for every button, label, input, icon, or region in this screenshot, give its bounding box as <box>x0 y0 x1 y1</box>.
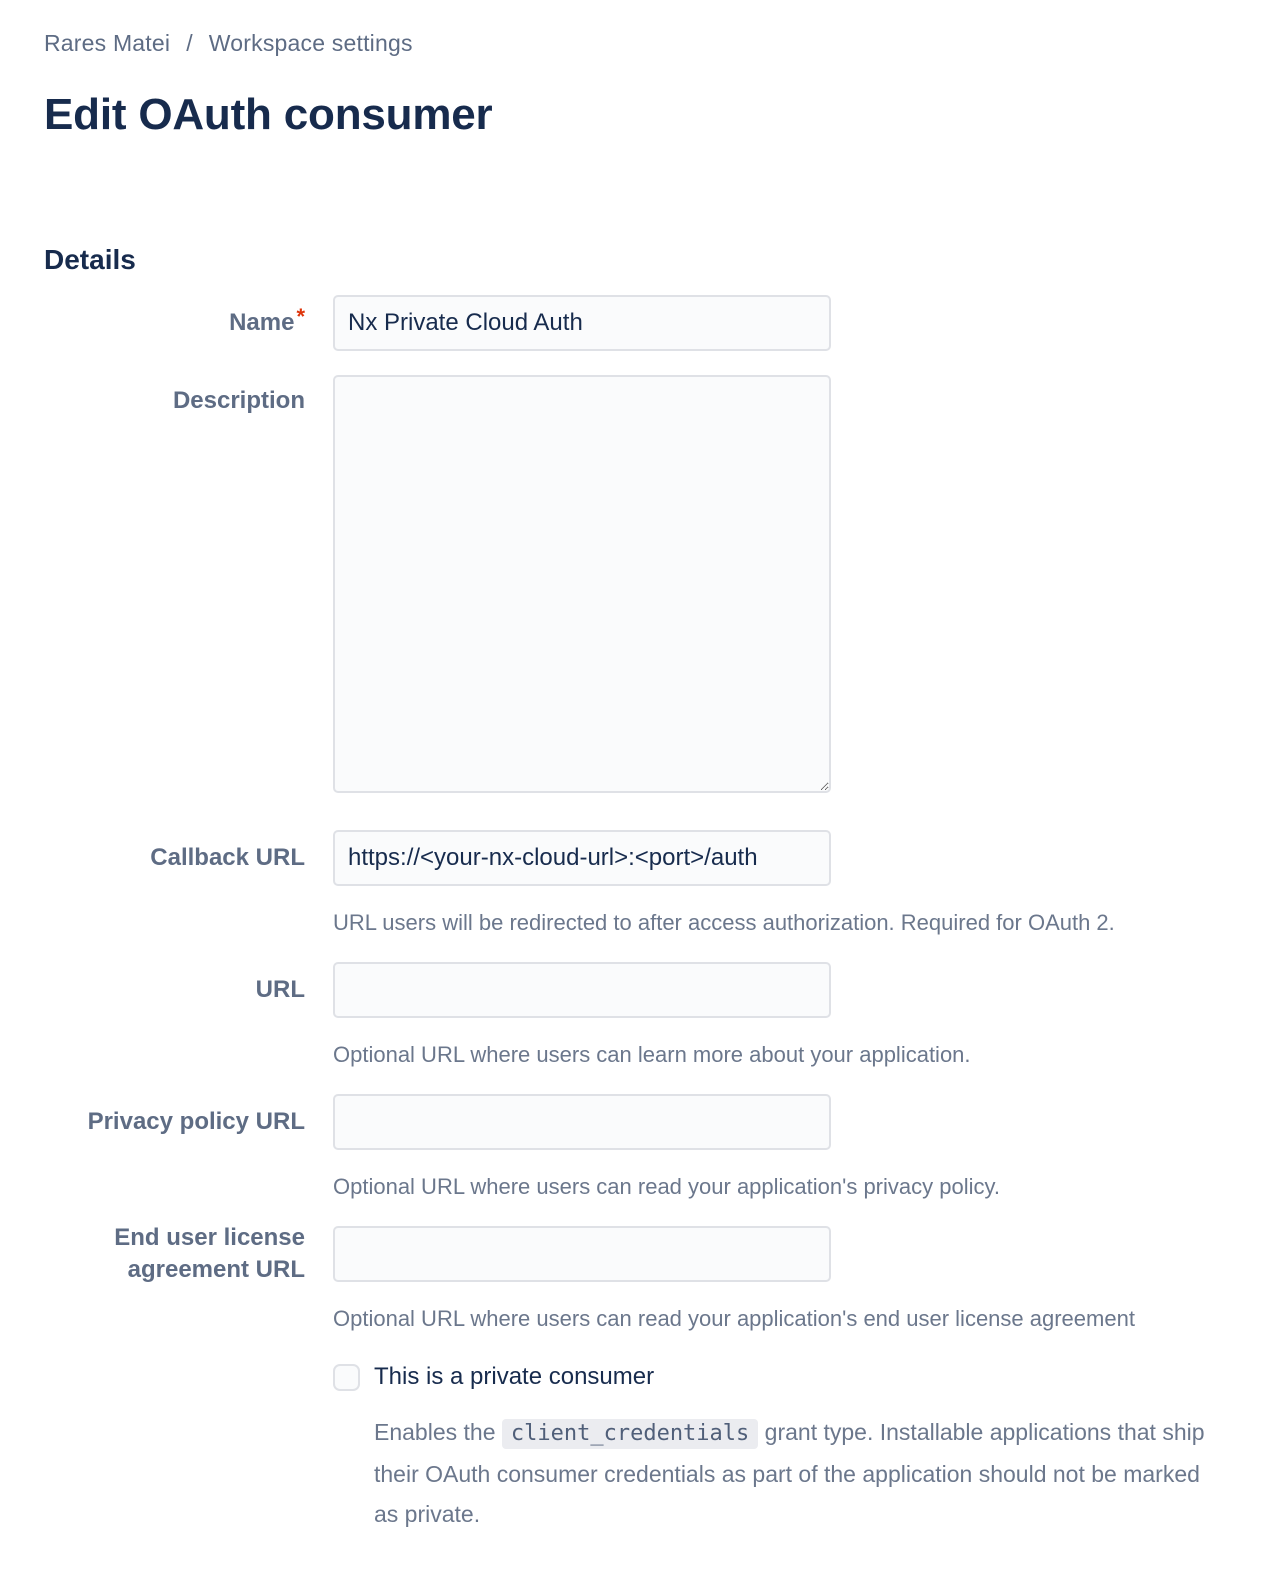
url-input[interactable] <box>333 962 831 1018</box>
eula-url-field-row <box>44 1226 1234 1334</box>
name-input[interactable] <box>333 295 831 351</box>
breadcrumb-workspace-link[interactable]: Rares Matei <box>44 30 171 56</box>
breadcrumb <box>44 30 1234 57</box>
private-consumer-checkbox[interactable] <box>333 1364 360 1391</box>
callback-url-helper: URL users will be redirected to after access authorization. Required for OAuth 2. <box>333 910 1115 935</box>
name-label: Name * <box>44 295 305 351</box>
private-consumer-field-row <box>44 1362 1234 1534</box>
breadcrumb-separator: / <box>186 30 193 56</box>
private-consumer-helper: Enables the client_credentials grant type. Installable applications that ship their OAuth consumer credentials as part of the application should not be marked as private. <box>374 1419 1205 1527</box>
eula-url-helper: Optional URL where users can read your application's end user license agreement <box>333 1306 1135 1331</box>
private-consumer-label[interactable]: This is a private consumer <box>374 1363 655 1390</box>
eula-url-input[interactable] <box>333 1226 831 1282</box>
callback-url-input[interactable] <box>333 830 831 886</box>
page-title: Edit OAuth consumer <box>44 90 493 139</box>
privacy-policy-url-helper: Optional URL where users can read your application's privacy policy. <box>333 1174 1000 1199</box>
privacy-policy-url-input[interactable] <box>333 1094 831 1150</box>
url-helper: Optional URL where users can learn more about your application. <box>333 1042 971 1067</box>
description-field-row <box>44 375 1234 798</box>
private-consumer-checkbox-row[interactable] <box>333 1362 1234 1392</box>
privacy-policy-url-label: Privacy policy URL <box>87 1108 305 1135</box>
oauth-consumer-form <box>44 295 1234 1534</box>
name-field-row <box>44 295 1234 351</box>
url-label: URL <box>255 976 305 1003</box>
url-field-row <box>44 962 1234 1070</box>
description-textarea[interactable] <box>333 375 831 793</box>
eula-url-label: End user license agreement URL <box>114 1224 305 1283</box>
required-asterisk: * <box>296 304 305 329</box>
client-credentials-code-chip: client_credentials <box>502 1419 758 1449</box>
breadcrumb-settings-link[interactable]: Workspace settings <box>208 30 413 56</box>
callback-url-label: Callback URL <box>150 844 305 871</box>
callback-url-field-row <box>44 830 1234 938</box>
privacy-policy-url-field-row <box>44 1094 1234 1202</box>
details-section-heading: Details <box>44 244 136 275</box>
description-label: Description <box>172 387 305 414</box>
